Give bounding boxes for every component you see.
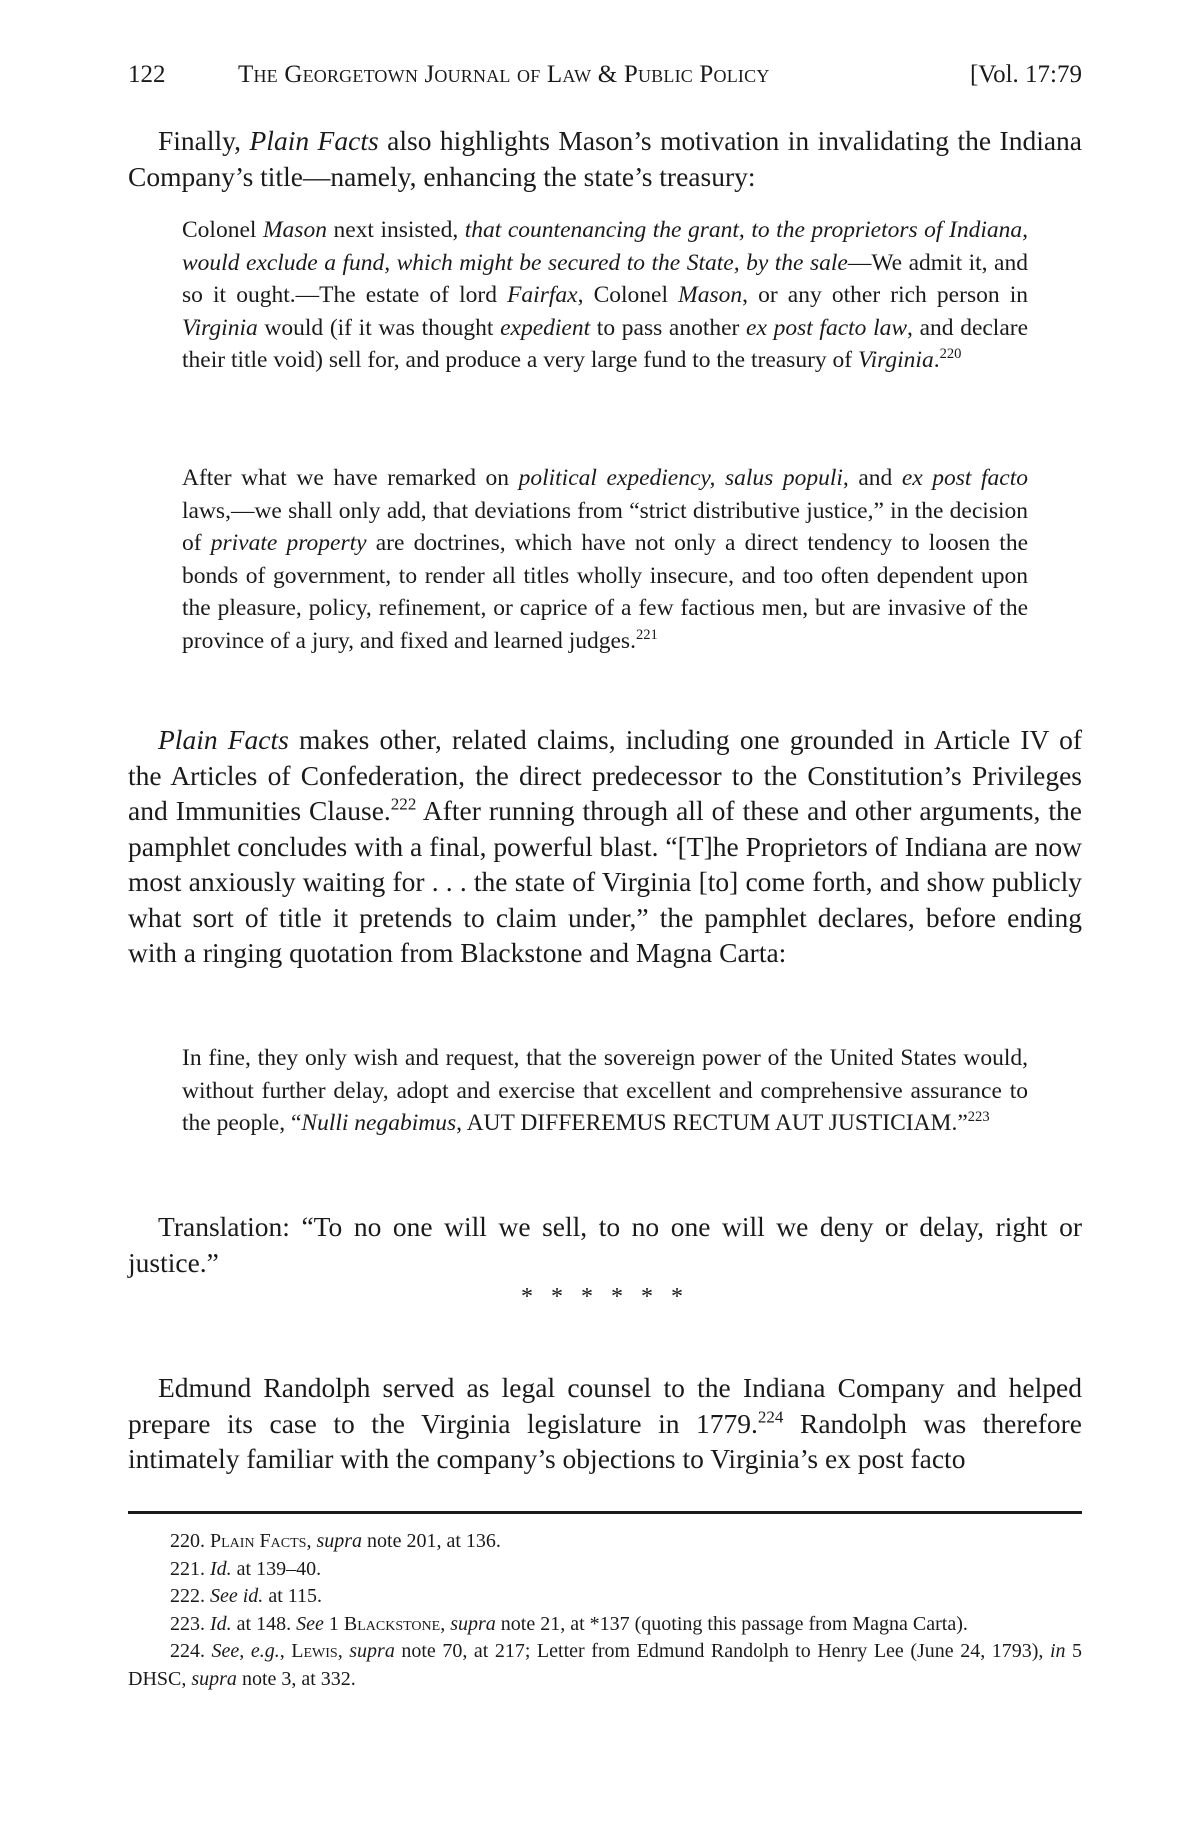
footnote-ref-222[interactable]: 222 (390, 794, 417, 814)
text-run: , or any other rich person in (742, 282, 1028, 308)
footnote-223 (128, 1611, 1082, 1639)
page-number: 122 (128, 61, 166, 88)
footnote-number: 220. (170, 1530, 205, 1552)
footnote-number: 222. (170, 1585, 205, 1607)
text-run: are doctrines, which have not only a direct tendency to loosen the bonds of government, to render all titles wholly insecure, and too often dependent upon the pleasure, policy, refinement, or caprice of a few factious men, but are invasive of the province of a jury, and fixed and learned judges. (182, 530, 1028, 654)
text-run: 1 (323, 1612, 344, 1635)
text-run: 5 DHSC, (128, 1640, 1083, 1690)
text-run: Finally, (158, 125, 250, 156)
running-header (128, 58, 1082, 92)
footnote-224 (128, 1638, 1082, 1693)
footnote-221 (128, 1556, 1082, 1584)
text-run: note 201, at 136. (362, 1530, 501, 1552)
footnote-number: 223. (170, 1612, 205, 1635)
text-run-italic: See (296, 1612, 324, 1635)
text-run: makes other, related claims, including one grounded in Article IV of the Articles of Confederation, the direct predecessor to the Constitution’s Privileges and Immunities Clause. (128, 724, 1082, 826)
text-run: , (279, 1640, 292, 1662)
text-run-italic: Mason (678, 282, 743, 308)
text-run: note 21, at *137 (quoting this passage from Magna Carta). (495, 1612, 968, 1635)
text-run-italic: Virginia (857, 347, 934, 373)
paragraph-plain-facts (128, 722, 1082, 971)
source-title: Blackstone (343, 1612, 441, 1635)
text-run: , (337, 1640, 350, 1662)
text-run: , and declare their title void) sell for, and produce a very large fund to the treasury of (182, 314, 1029, 373)
text-run: laws,—we shall only add, that deviations from “strict distributive justice,” in the decision of (182, 497, 1028, 556)
footnote-222 (128, 1583, 1082, 1611)
text-run-italic: private property (210, 530, 367, 556)
text-run-italic: Plain Facts (249, 125, 379, 156)
text-run: , and (842, 465, 902, 491)
text-run: note 70, at 217; Letter from Edmund Randolph to Henry Lee (June 24, 1793), (394, 1640, 1050, 1662)
journal-title: The Georgetown Journal of Law & Public Policy (238, 61, 770, 88)
text-run-italic: supra (450, 1612, 496, 1635)
text-run: Edmund Randolph served as legal counsel to the Indiana Company and helped prepare its case to the Virginia legislature in 1779. (128, 1372, 1082, 1439)
text-run: In fine, they only wish and request, that the sovereign power of the United States would, without further delay, adopt and exercise that excellent and comprehensive assurance to the people, “ (182, 1045, 1028, 1136)
footnote-ref-220[interactable]: 220 (939, 345, 962, 362)
text-run-italic: supra (349, 1640, 395, 1662)
text-run: , Colonel (577, 282, 679, 308)
source-title: Plain Facts (210, 1530, 307, 1552)
text-run-italic: supra (191, 1667, 237, 1690)
footnote-divider (128, 1511, 1082, 1514)
block-quote-magna-carta (182, 1042, 1028, 1140)
source-title: Lewis (291, 1640, 338, 1662)
translation-text: Translation: “To no one will we sell, to no one will we deny or delay, right or justice.” (128, 1211, 1082, 1278)
text-run-italic: Virginia (182, 314, 258, 341)
paragraph-finally (128, 123, 1082, 194)
text-run: note 3, at 332. (236, 1667, 356, 1690)
text-run: After what we have remarked on (182, 465, 519, 491)
block-quote-expediency (182, 462, 1028, 657)
text-run: After running through all of these and other arguments, the pamphlet concludes with a final, powerful blast. “[T]he Proprietors of Indiana are now most anxiously waiting for . . . the state of Virginia [to] come forth, and show publicly what sort of title it pretends to claim under,” the pamphlet declares, before ending with a ringing quotation from Blackstone and Magna Carta: (128, 795, 1082, 968)
text-run-italic: Plain Facts (158, 724, 289, 755)
section-break: * * * * * * (521, 1284, 689, 1310)
text-run-italic: that countenancing the grant, to the proprietors of Indiana, would exclude a fund, which might be secured to the State, by the sale (182, 217, 1028, 276)
volume-citation: [Vol. 17:79 (969, 61, 1082, 88)
text-run-italic: Fairfax (507, 282, 578, 308)
text-run-italic: Id. (210, 1612, 232, 1635)
text-run: , AUT DIFFEREMUS RECTUM AUT JUSTICIAM.” (456, 1110, 968, 1136)
text-run: Colonel (182, 217, 263, 243)
text-run: next insisted, (326, 217, 465, 243)
footnote-ref-221[interactable]: 221 (635, 626, 658, 643)
footnote-number: 224. (170, 1640, 205, 1662)
paragraph-translation (128, 1209, 1082, 1280)
text-run-italic: Nulli negabimus (301, 1110, 457, 1136)
text-run-italic: in (1049, 1640, 1066, 1662)
text-run: —We admit it, and so it ought.—The estate of lord (182, 249, 1028, 308)
text-run-italic: supra (316, 1530, 363, 1552)
footnotes (128, 1528, 1082, 1693)
text-run-italic: ex post facto law (746, 314, 908, 341)
footnote-ref-224[interactable]: 224 (757, 1406, 784, 1426)
footnote-ref-223[interactable]: 223 (967, 1108, 990, 1125)
text-run: . (933, 347, 940, 373)
text-run: at 139–40. (231, 1557, 322, 1580)
text-run: would (if it was thought (257, 314, 501, 341)
block-quote-mason (182, 214, 1028, 377)
text-run-italic: ex post facto (901, 465, 1028, 491)
text-run: at 115. (263, 1585, 323, 1607)
text-run: , (440, 1612, 451, 1635)
footnote-number: 221. (170, 1557, 205, 1580)
paragraph-randolph (128, 1370, 1082, 1477)
text-run-italic: See id. (210, 1585, 264, 1607)
text-run: also highlights Mason’s motivation in invalidating the Indiana Company’s title—namely, enhancing the state’s treasury: (128, 125, 1083, 192)
text-run-italic: political expediency, salus populi (518, 465, 843, 491)
text-run-italic: Mason (262, 217, 327, 243)
text-run-italic: expedient (500, 314, 591, 341)
text-run: at 148. (231, 1612, 297, 1635)
text-run-italic: Id. (210, 1557, 232, 1580)
text-run: to pass another (590, 314, 747, 341)
text-run: Randolph was therefore intimately familiar with the company’s objections to Virginia’s ex post facto (128, 1407, 1083, 1474)
text-run-italic: See, e.g. (211, 1640, 280, 1662)
footnote-220: 220. Plain Facts, supra note 201, at 136. (170, 1530, 501, 1552)
